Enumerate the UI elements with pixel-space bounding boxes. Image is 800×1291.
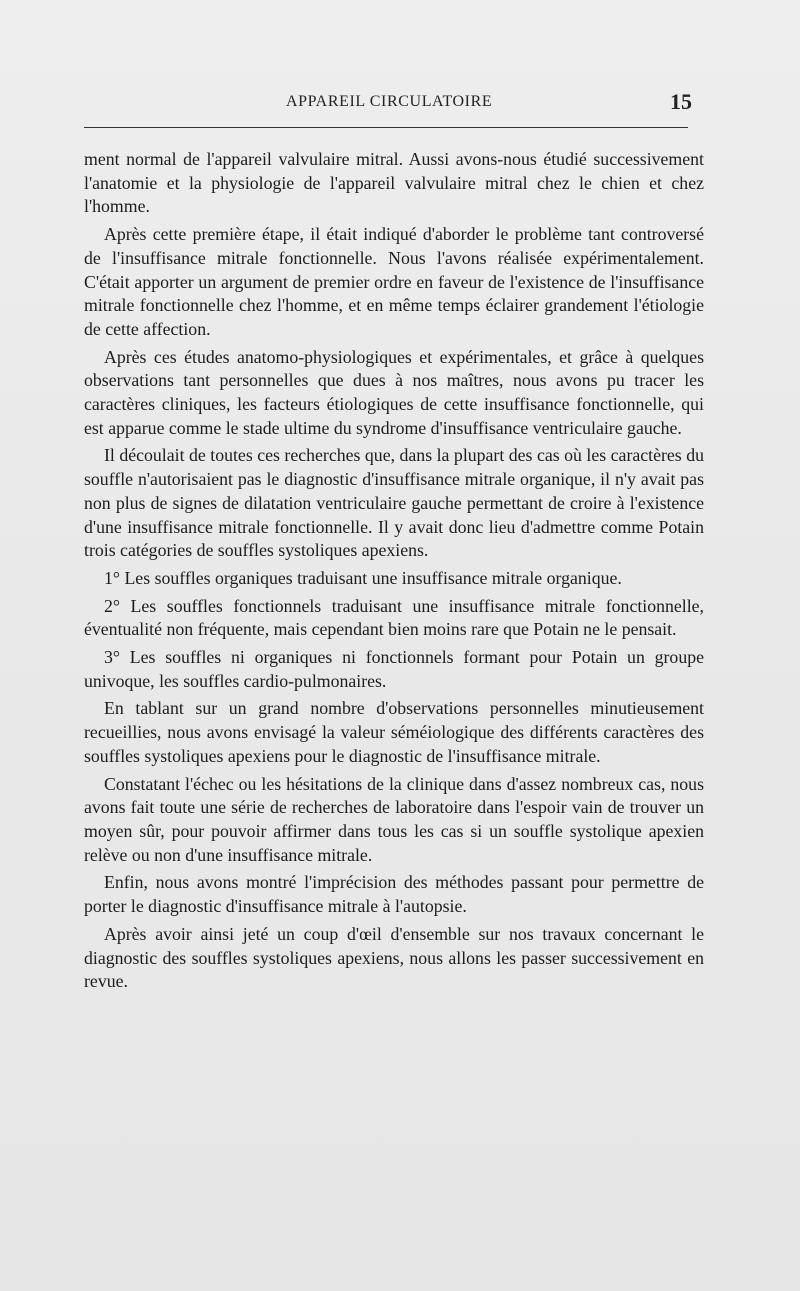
header-rule	[84, 127, 688, 128]
paragraph: Après cette première étape, il était indiqué d'aborder le problème tant controversé de l'insuffisance mitrale fonctionnelle. Nous l'avons réalisée expérimentalement. C'était apporter un argument de premier ordre en faveur de l'existence de l'insuffisance mitrale fonctionnelle chez l'homme, et en même temps éclairer grandement l'étiologie de cette affection.	[84, 224, 704, 339]
paragraph: Constatant l'échec ou les hésitations de la clinique dans d'assez nombreux cas, nous avons fait toute une série de recherches de laboratoire dans l'espoir vain de trouver un moyen sûr, pour pouvoir affirmer dans tous les cas si un souffle systolique apexien relève ou non d'une insuffisance mitrale.	[84, 773, 704, 865]
paragraph-list-item-3: 3° Les souffles ni organiques ni fonctionnels formant pour Potain un groupe univoque, les souffles cardio-pulmonaires.	[84, 647, 704, 691]
paragraph-list-item-1: 1° Les souffles organiques traduisant une insuffisance mitrale organique.	[104, 567, 622, 588]
body-text	[84, 148, 704, 994]
paragraph-list-item-2: 2° Les souffles fonctionnels traduisant une insuffisance mitrale fonctionnelle, éventualité non fréquente, mais cependant bien moins rare que Potain ne le pensait.	[84, 595, 704, 640]
paragraph: Après ces études anatomo-physiologiques et expérimentales, et grâce à quelques observations tant personnelles que dues à nos maîtres, nous avons pu tracer les caractères cliniques, les facteurs étiologiques de cette insuffisance fonctionnelle, qui est apparue comme le stade ultime du syndrome d'insuffisance ventriculaire gauche.	[84, 346, 704, 438]
running-title: APPAREIL CIRCULATOIRE	[286, 93, 493, 110]
paragraph: Il découlait de toutes ces recherches que, dans la plupart des cas où les caractères du souffle n'autorisaient pas le diagnostic d'insuffisance mitrale organique, il n'y avait pas non plus de signes de dilatation ventriculaire gauche permettant de croire à l'existence d'une insuffisance mitrale fonctionnelle. Il y avait donc lieu d'admettre comme Potain trois catégories de souffles systoliques apexiens.	[84, 445, 704, 561]
paragraph-continuation: ment normal de l'appareil valvulaire mitral. Aussi avons-nous étudié successivement l'anatomie et la physiologie de l'appareil valvulaire mitral chez le chien et chez l'homme.	[84, 149, 704, 217]
paragraph: Après avoir ainsi jeté un coup d'œil d'ensemble sur nos travaux concernant le diagnostic des souffles systoliques apexiens, nous allons les passer successivement en revue.	[84, 923, 704, 992]
paragraph: En tablant sur un grand nombre d'observations personnelles minutieusement recueillies, nous avons envisagé la valeur séméiologique des différents caractères des souffles systoliques apexiens pour le diagnostic de l'insuffisance mitrale.	[84, 698, 704, 766]
page-number: 15	[670, 89, 692, 114]
paragraph: Enfin, nous avons montré l'imprécision des méthodes passant pour permettre de porter le diagnostic d'insuffisance mitrale à l'autopsie.	[84, 872, 704, 917]
